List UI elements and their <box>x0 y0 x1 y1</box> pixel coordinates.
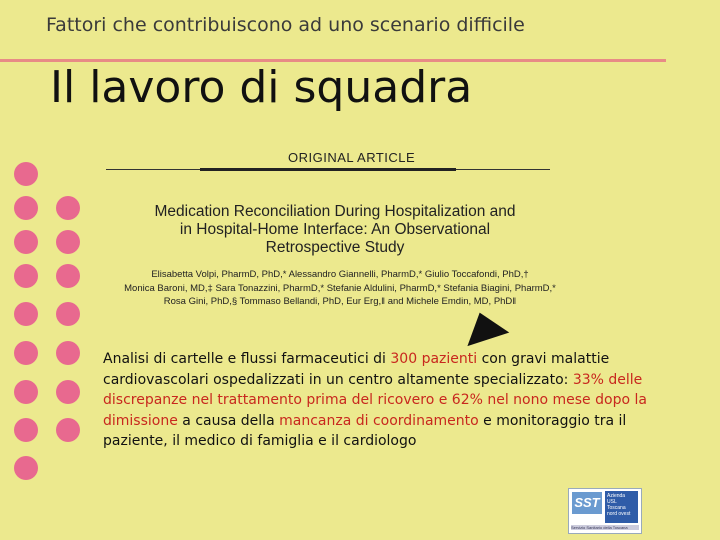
article-title-line: in Hospital-Home Interface: An Observational <box>179 221 491 238</box>
decor-dot <box>56 264 80 288</box>
logo-mark: SST <box>572 492 602 514</box>
article-title <box>100 203 570 257</box>
article-title-line: Retrospective Study <box>265 239 405 256</box>
article-label: ORIGINAL ARTICLE <box>288 150 416 165</box>
logo-line: USL <box>607 499 617 505</box>
body-paragraph <box>103 349 663 452</box>
author-line: Elisabetta Volpi, PharmD, PhD,* Alessandro Giannelli, PharmD,* Giulio Toccafondi, PhD,† <box>151 269 529 280</box>
body-highlight: 33% delle discrepanze nel trattamento prima del ricovero e 62% nel nono mese dopo la dimissione <box>103 371 647 429</box>
bullet-dots-decoration <box>0 0 100 540</box>
logo-line: Azienda <box>607 493 626 499</box>
slide-title: Il lavoro di squadra <box>50 62 473 113</box>
article-title-line: Medication Reconciliation During Hospitalization and <box>154 203 516 220</box>
body-segment: e monitoraggio tra il paziente, il medico di famiglia e il cardiologo <box>103 412 627 449</box>
corner-mark-shape <box>459 306 509 346</box>
decor-dot <box>56 196 80 220</box>
decor-dot <box>56 302 80 326</box>
decor-dot <box>14 230 38 254</box>
author-line: Monica Baroni, MD,‡ Sara Tonazzini, PharmD,* Stefanie Aldulini, PharmD,* Stefania Biagini, PharmD,* <box>124 282 556 294</box>
article-authors <box>110 268 570 309</box>
decor-dot <box>14 264 38 288</box>
decor-dot <box>14 380 38 404</box>
logo-line: Toscana <box>607 505 626 511</box>
article-rule-thick <box>200 168 456 171</box>
decor-dot <box>14 456 38 480</box>
decor-dot <box>56 341 80 365</box>
decor-dot <box>14 162 38 186</box>
logo-panel-text <box>607 493 637 517</box>
usl-logo <box>568 488 642 534</box>
article-clipping <box>100 140 570 340</box>
logo-blue-panel <box>605 491 638 523</box>
body-segment: con gravi malattie cardiovascolari ospedalizzati in un centro altamente specializzato: <box>103 351 610 388</box>
decor-dot <box>14 196 38 220</box>
body-highlight: 300 pazienti <box>390 351 478 367</box>
decor-dot <box>14 341 38 365</box>
decor-dot <box>56 418 80 442</box>
logo-footer: Servizio Sanitario della Toscana <box>571 525 639 530</box>
logo-line: nord ovest <box>607 511 631 517</box>
decor-dot <box>14 418 38 442</box>
decor-dot <box>14 302 38 326</box>
body-segment: Analisi di cartelle e flussi farmaceutici di <box>103 351 391 367</box>
slide-subtitle: Fattori che contribuiscono ad uno scenario difficile <box>46 14 525 36</box>
body-highlight: mancanza di coordinamento <box>279 412 479 429</box>
author-line: Rosa Gini, PhD,§ Tommaso Bellandi, PhD, Eur Erg,‖ and Michele Emdin, MD, PhD‖ <box>163 296 517 307</box>
decor-dot <box>56 230 80 254</box>
body-segment: a causa della <box>177 412 280 429</box>
decor-dot <box>56 380 80 404</box>
